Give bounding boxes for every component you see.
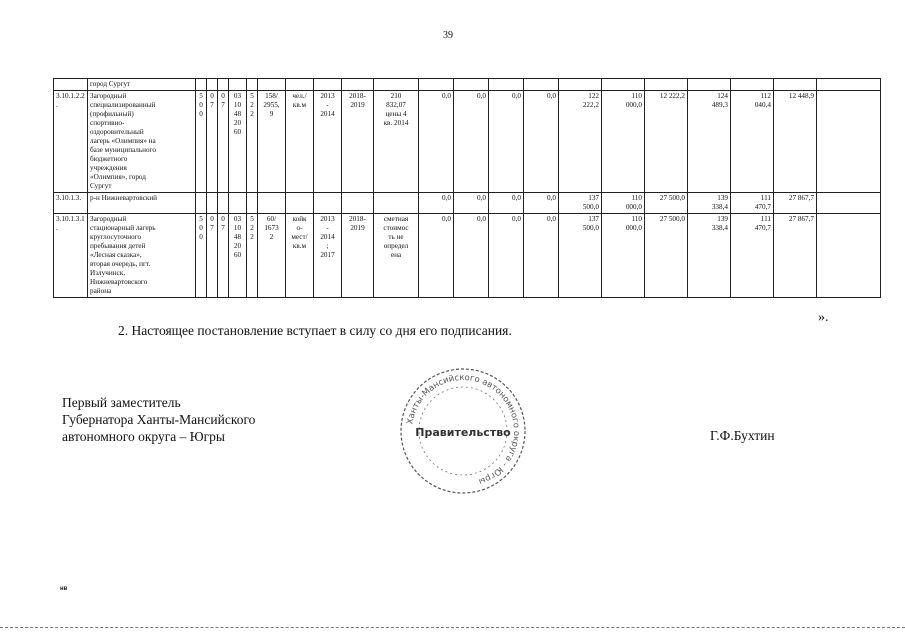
table-cell: Загородный стационарный лагерь круглосуточного пребывания детей «Лесная сказка», вторая очередь, пгт. Излучинск, Нижневартовского района bbox=[88, 214, 196, 298]
table-cell bbox=[374, 79, 419, 91]
table-cell bbox=[817, 79, 881, 91]
table-cell: 0,0 bbox=[524, 214, 559, 298]
table-cell bbox=[454, 79, 489, 91]
table-cell bbox=[374, 193, 419, 214]
closing-quote: ». bbox=[818, 310, 829, 325]
table-cell: 0,0 bbox=[524, 91, 559, 193]
table-cell: 0,0 bbox=[419, 214, 454, 298]
table-cell bbox=[524, 79, 559, 91]
table-cell: сметная стоимос ть не определ ена bbox=[374, 214, 419, 298]
table-cell: койк о- мест/ кв.м bbox=[286, 214, 314, 298]
table-cell: 0,0 bbox=[454, 91, 489, 193]
table-cell: 112 040,4 bbox=[731, 91, 774, 193]
table-cell bbox=[229, 193, 247, 214]
table-cell: 27 500,0 bbox=[645, 193, 688, 214]
table-cell bbox=[286, 79, 314, 91]
table-cell: Загородный специализированный (профильный) спортивно- оздоровительный лагерь «Олимпия» на базе муниципального бюджетного учреждения «Олимпия», город Сургут bbox=[88, 91, 196, 193]
table-cell: город Сургут bbox=[88, 79, 196, 91]
table-cell: 0,0 bbox=[419, 193, 454, 214]
table-cell bbox=[218, 193, 229, 214]
table-cell: 5 0 0 bbox=[196, 214, 207, 298]
table-cell: 0,0 bbox=[489, 193, 524, 214]
official-stamp bbox=[398, 366, 528, 496]
table-cell: 0 7 bbox=[207, 91, 218, 193]
budget-table bbox=[53, 78, 881, 298]
table-cell bbox=[314, 193, 342, 214]
table-cell bbox=[342, 79, 374, 91]
table-cell: 110 000,0 bbox=[602, 193, 645, 214]
table-cell bbox=[247, 193, 258, 214]
table-cell bbox=[419, 79, 454, 91]
table-cell bbox=[247, 79, 258, 91]
table-cell bbox=[342, 193, 374, 214]
table-cell: 0 7 bbox=[207, 214, 218, 298]
table-cell: 3.10.1.3. bbox=[54, 193, 88, 214]
table-cell bbox=[207, 193, 218, 214]
table-cell: 27 867,7 bbox=[774, 193, 817, 214]
table-cell: 110 000,0 bbox=[602, 91, 645, 193]
table-cell bbox=[559, 79, 602, 91]
table-cell bbox=[817, 91, 881, 193]
table-cell: 3.10.1.2.2. bbox=[54, 91, 88, 193]
table-cell bbox=[229, 79, 247, 91]
signer-title-line: автономного округа – Югры bbox=[62, 429, 225, 444]
page-number: 39 bbox=[443, 30, 453, 41]
table-row-district bbox=[54, 193, 881, 214]
table-cell bbox=[645, 79, 688, 91]
table-cell: 0,0 bbox=[489, 214, 524, 298]
footer-initials: нв bbox=[60, 586, 68, 592]
table-cell: 0,0 bbox=[454, 193, 489, 214]
table-cell: 139 338,4 bbox=[688, 214, 731, 298]
table-cell bbox=[258, 193, 286, 214]
table-cell bbox=[817, 214, 881, 298]
table-cell bbox=[314, 79, 342, 91]
table-cell: 0,0 bbox=[489, 91, 524, 193]
table-cell: 5 2 2 bbox=[247, 214, 258, 298]
table-cell: 2018- 2019 bbox=[342, 91, 374, 193]
table-cell: р-н Нижневартовский bbox=[88, 193, 196, 214]
table-cell: 3.10.1.3.1. bbox=[54, 214, 88, 298]
table-cell: 5 2 2 bbox=[247, 91, 258, 193]
table-cell: 27 500,0 bbox=[645, 214, 688, 298]
table-cell: 210 832,07 цены 4 кв. 2014 bbox=[374, 91, 419, 193]
table-cell: 0 7 bbox=[218, 91, 229, 193]
table-cell: 60/ 1673 2 bbox=[258, 214, 286, 298]
table-cell bbox=[817, 193, 881, 214]
table-cell bbox=[207, 79, 218, 91]
table-cell bbox=[196, 193, 207, 214]
bottom-rule bbox=[0, 627, 905, 628]
table-row-item bbox=[54, 91, 881, 193]
table-cell bbox=[218, 79, 229, 91]
table-cell: 5 0 0 bbox=[196, 91, 207, 193]
table-cell: 2018- 2019 bbox=[342, 214, 374, 298]
table-cell: 03 10 48 20 60 bbox=[229, 214, 247, 298]
table-cell: 2013 - 2014 ; 2017 bbox=[314, 214, 342, 298]
table-cell: 124 489,3 bbox=[688, 91, 731, 193]
table-cell bbox=[196, 79, 207, 91]
table-cell: 139 338,4 bbox=[688, 193, 731, 214]
table-cell bbox=[602, 79, 645, 91]
effective-date-paragraph: 2. Настоящее постановление вступает в силу со дня его подписания. bbox=[118, 323, 512, 338]
table-row-item bbox=[54, 214, 881, 298]
table-cell: 110 000,0 bbox=[602, 214, 645, 298]
table-cell: 27 867,7 bbox=[774, 214, 817, 298]
table-cell: чел./ кв.м bbox=[286, 91, 314, 193]
table-cell bbox=[688, 79, 731, 91]
table-cell: 158/ 2955, 9 bbox=[258, 91, 286, 193]
table-cell: 03 10 48 20 60 bbox=[229, 91, 247, 193]
table-cell bbox=[54, 79, 88, 91]
table-cell: 12 222,2 bbox=[645, 91, 688, 193]
signer-title-line: Первый заместитель bbox=[62, 395, 181, 410]
table-row-city bbox=[54, 79, 881, 91]
table-cell: 122 222,2 bbox=[559, 91, 602, 193]
table-cell bbox=[774, 79, 817, 91]
table-cell: 0 7 bbox=[218, 214, 229, 298]
table-cell: 0,0 bbox=[454, 214, 489, 298]
signer-name: Г.Ф.Бухтин bbox=[710, 428, 775, 443]
table-cell: 2013 - 2014 bbox=[314, 91, 342, 193]
stamp-ring-text: Ханты-Мансийского автономного округа - Югры bbox=[405, 372, 522, 487]
table-cell: 0,0 bbox=[524, 193, 559, 214]
table-cell bbox=[731, 79, 774, 91]
signer-title bbox=[62, 394, 255, 445]
table-cell: 111 470,7 bbox=[731, 214, 774, 298]
table-cell bbox=[286, 193, 314, 214]
table-cell: 0,0 bbox=[419, 91, 454, 193]
table-cell bbox=[489, 79, 524, 91]
signer-title-line: Губернатора Ханты-Мансийского bbox=[62, 412, 256, 427]
stamp-center-text: Правительство bbox=[415, 426, 511, 439]
table-cell: 12 448,9 bbox=[774, 91, 817, 193]
table-cell: 137 500,0 bbox=[559, 214, 602, 298]
table-cell: 137 500,0 bbox=[559, 193, 602, 214]
table-cell bbox=[258, 79, 286, 91]
table-cell: 111 470,7 bbox=[731, 193, 774, 214]
